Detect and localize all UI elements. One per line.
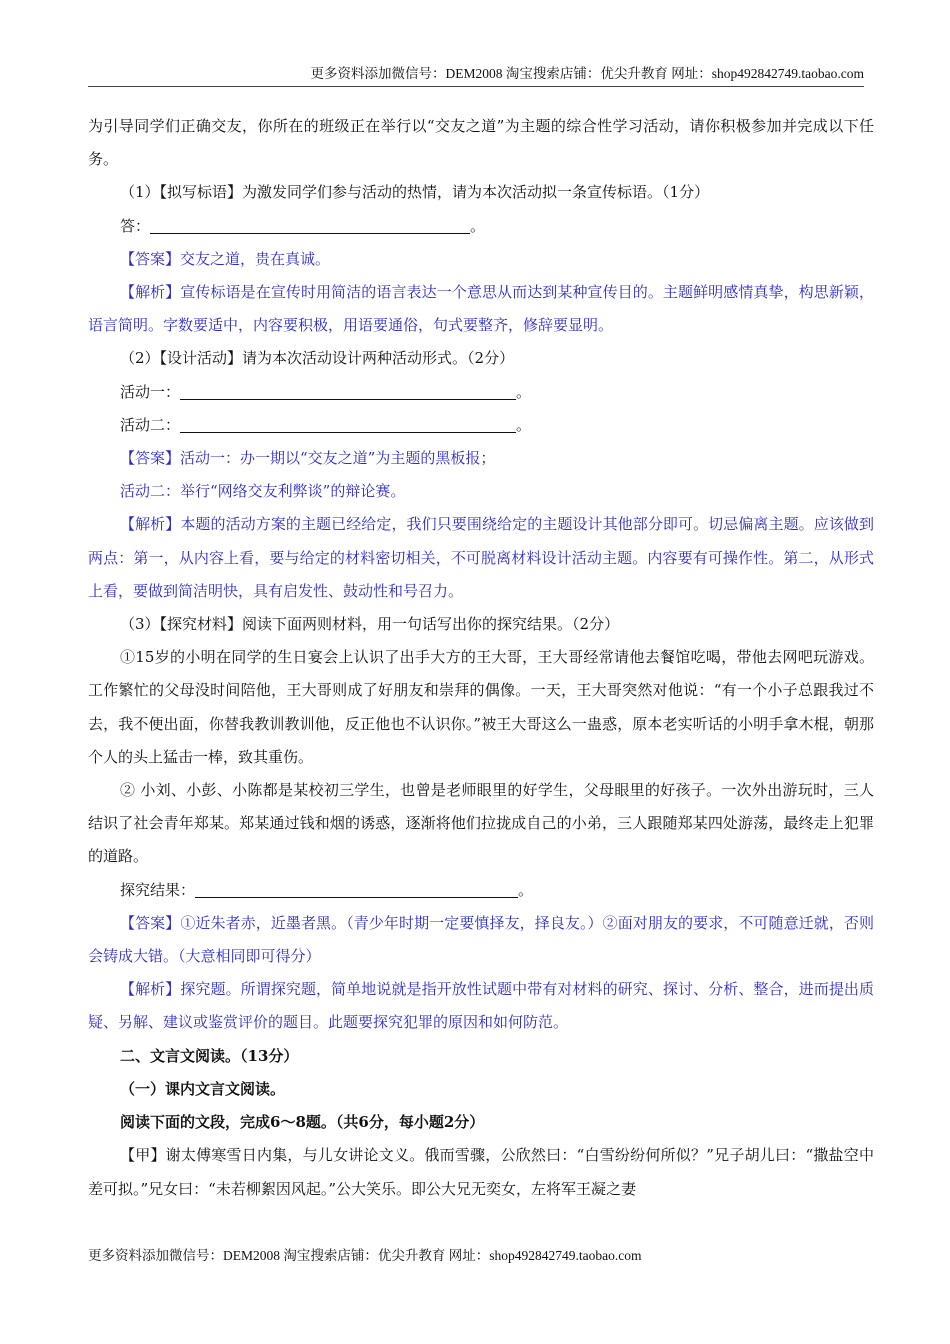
- q1-answer: 【答案】交友之道，贵在真诚。: [120, 249, 331, 268]
- q2-activity2-label: 活动二：: [120, 415, 181, 434]
- q1-answer-line: [88, 210, 874, 243]
- q3-material-2: ② 小刘、小彭、小陈都是某校初三学生，也曾是老师眼里的好学生，父母眼里的好孩子。一次外出游玩时，三人结识了社会青年郑某。郑某通过钱和烟的诱惑，逐渐将他们拉拢成自己的小弟，三人跟随郑某四处游荡，最终走上犯罪的道路。: [88, 781, 874, 866]
- q2-question: （2）【设计活动】请为本次活动设计两种活动形式。（2分）: [120, 349, 515, 368]
- section2-instruction: 阅读下面的文段，完成6～8题。（共6分，每小题2分）: [120, 1113, 485, 1132]
- q2-analysis: 【解析】本题的活动方案的主题已经给定，我们只要围绕给定的主题设计其他部分即可。切忌偏离主题。应该做到两点：第一，从内容上看，要与给定的材料密切相关，不可脱离材料设计活动主题。内容要有可操作性。第二，从形式上看，要做到简洁明快，具有启发性、鼓动性和号召力。: [88, 515, 874, 600]
- section2-subtitle: （一）课内文言文阅读。: [120, 1079, 286, 1098]
- q3-result-label: 探究结果：: [120, 880, 196, 899]
- q2-activity1-line: [88, 376, 874, 409]
- q3-period: 。: [518, 880, 534, 899]
- q2-activity1-label: 活动一：: [120, 382, 181, 401]
- q3-material-1: ①15岁的小明在同学的生日宴会上认识了出手大方的王大哥，王大哥经常请他去餐馆吃喝，带他去网吧玩游戏。工作繁忙的父母没时间陪他，王大哥则成了好朋友和崇拜的偶像。一天，王大哥突然对他说：“有一个小子总跟我过不去，我不便出面，你替我教训教训他，反正他也不认识你。”被王大哥这么一蛊惑，原本老实听话的小明手拿木棍，朝那个人的头上猛击一棒，致其重伤。: [88, 648, 874, 766]
- q3-result-blank[interactable]: [195, 879, 518, 898]
- q2-period-2: 。: [516, 415, 532, 434]
- q1-period: 。: [470, 216, 486, 235]
- page-header: 更多资料添加微信号：DEM2008 淘宝搜索店铺：优尖升教育 网址：shop492842749.taobao.com: [88, 64, 864, 87]
- q3-question: （3）【探究材料】阅读下面两则材料，用一句话写出你的探究结果。（2分）: [120, 615, 620, 634]
- q2-activity2-blank[interactable]: [180, 414, 516, 433]
- q2-activity1-blank[interactable]: [180, 381, 516, 400]
- section2-passage: 【甲】谢太傅寒雪日内集，与儿女讲论文义。俄而雪骤，公欣然曰：“白雪纷纷何所似？”兄子胡儿曰：“撒盐空中差可拟。”兄女曰：“未若柳絮因风起。”公大笑乐。即公大兄无奕女，左将军王凝之妻: [88, 1146, 874, 1198]
- section2-title: 二、文言文阅读。（13分）: [120, 1046, 299, 1065]
- q3-answer: 【答案】①近朱者赤，近墨者黑。（青少年时期一定要慎择友，择良友。）②面对朋友的要求，不可随意迁就，否则会铸成大错。（大意相同即可得分）: [88, 913, 874, 966]
- q2-activity2-line: [88, 409, 874, 442]
- intro-paragraph: 为引导同学们正确交友，你所在的班级正在举行以“交友之道”为主题的综合性学习活动，请你积极参加并完成以下任务。: [88, 117, 874, 169]
- q1-question: （1）【拟写标语】为激发同学们参与活动的热情，请为本次活动拟一条宣传标语。（1分）: [120, 183, 710, 202]
- q1-answer-blank[interactable]: [150, 215, 470, 234]
- q1-answer-prefix: 答：: [120, 216, 151, 235]
- q2-answer-1: 【答案】活动一：办一期以“交友之道”为主题的黑板报；: [120, 449, 496, 468]
- page-footer: 更多资料添加微信号：DEM2008 淘宝搜索店铺：优尖升教育 网址：shop492842749.taobao.com: [88, 1248, 642, 1263]
- q2-answer-2: 活动二：举行“网络交友利弊谈”的辩论赛。: [120, 482, 406, 501]
- q1-analysis: 【解析】宣传标语是在宣传时用简洁的语言表达一个意思从而达到某种宣传目的。主题鲜明感情真挚，构思新颖，语言简明。字数要适中，内容要积极，用语要通俗，句式要整齐，修辞要显明。: [88, 283, 874, 335]
- q3-result-line: [88, 874, 874, 907]
- document-body: [88, 110, 874, 1206]
- q2-period-1: 。: [516, 382, 532, 401]
- q3-analysis: 【解析】探究题。所谓探究题，简单地说就是指开放性试题中带有对材料的研究、探讨、分析、整合，进而提出质疑、另解、建议或鉴赏评价的题目。此题要探究犯罪的原因和如何防范。: [88, 980, 874, 1032]
